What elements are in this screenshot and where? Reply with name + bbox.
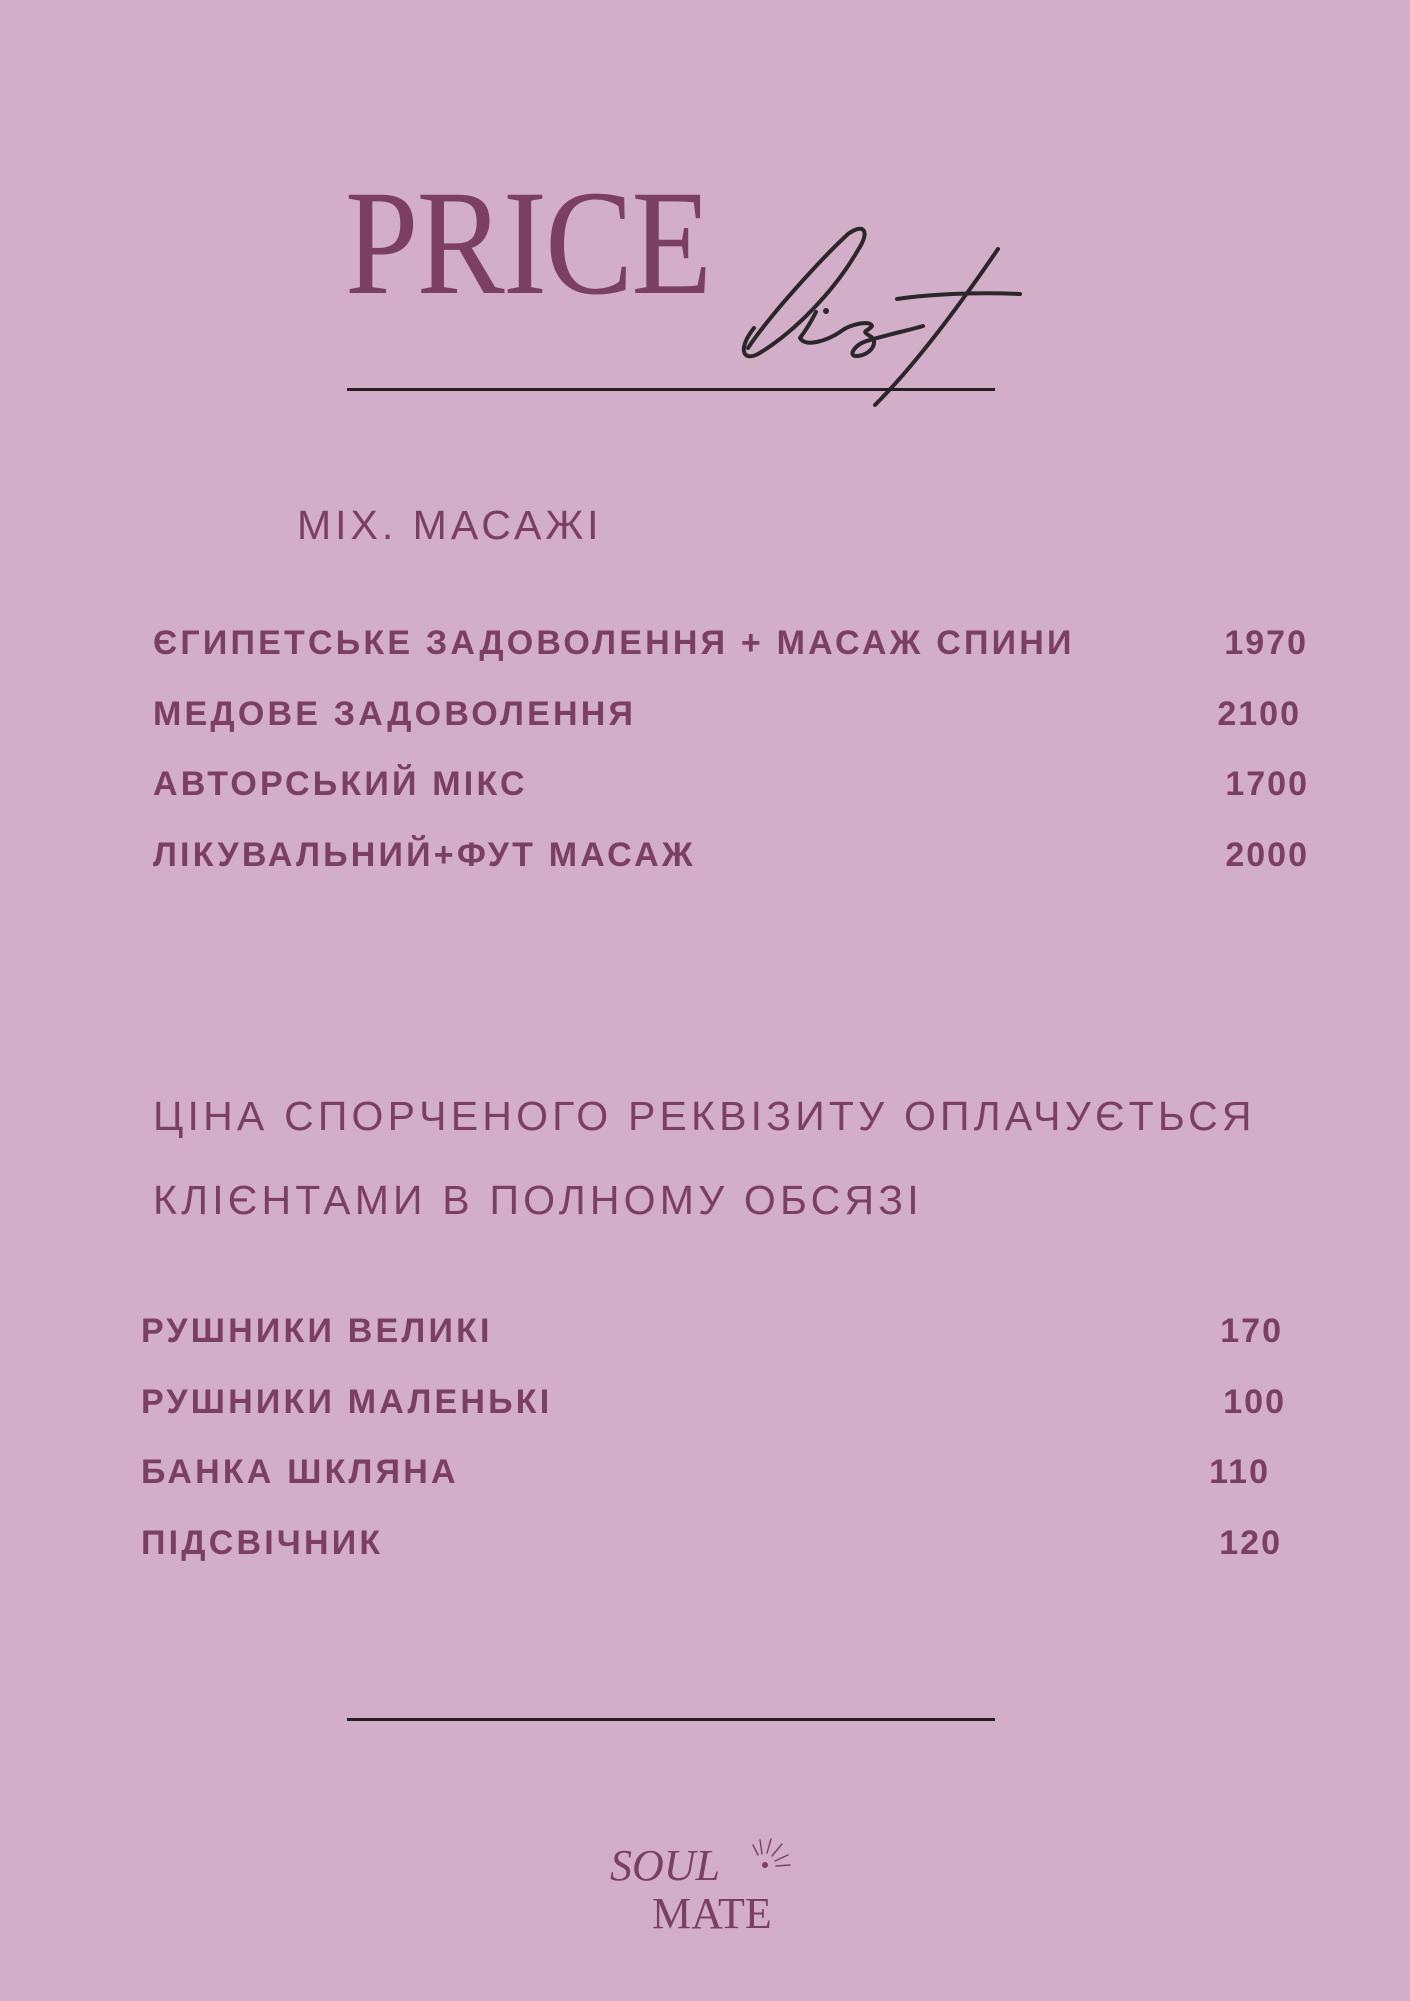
page-title: PRICE — [345, 160, 711, 326]
price-row — [153, 830, 1309, 901]
service-name: МЕДОВЕ ЗАДОВОЛЕННЯ — [153, 694, 637, 733]
logo-soul: SOUL — [610, 1841, 721, 1890]
service-price: 1970 — [1224, 624, 1308, 662]
logo-mate: MATE — [652, 1889, 772, 1938]
item-price: 170 — [1220, 1312, 1283, 1350]
sunburst-icon — [753, 1839, 790, 1868]
soulmate-logo — [590, 1828, 830, 1938]
service-price: 2100 — [1217, 694, 1301, 733]
section-heading-massages: MIX. МАСАЖІ — [297, 502, 603, 548]
footer-divider — [347, 1718, 995, 1721]
header-divider — [347, 388, 995, 391]
item-price: 110 — [1209, 1453, 1270, 1491]
item-name: БАНКА ШКЛЯНА — [141, 1453, 459, 1491]
notice-line-1: ЦІНА СПОРЧЕНОГО РЕКВІЗИТУ ОПЛАЧУЄТЬСЯ — [153, 1093, 1256, 1139]
massage-price-list — [153, 618, 1309, 900]
price-row — [153, 759, 1309, 830]
props-price-list — [141, 1306, 1286, 1588]
price-row — [153, 618, 1308, 689]
notice-line-2: КЛІЄНТАМИ В ПОЛНОМУ ОБСЯЗІ — [153, 1177, 923, 1223]
damage-notice — [153, 1074, 1353, 1242]
price-row — [153, 689, 1305, 760]
service-name: АВТОРСЬКИЙ МІКС — [153, 765, 528, 803]
item-name: РУШНИКИ МАЛЕНЬКІ — [141, 1382, 553, 1421]
item-name: ПІДСВІЧНИК — [141, 1523, 384, 1562]
service-price: 1700 — [1225, 765, 1309, 803]
item-name: РУШНИКИ ВЕЛИКІ — [141, 1312, 493, 1350]
price-row — [141, 1377, 1286, 1448]
service-price: 2000 — [1225, 835, 1309, 874]
service-name: ЄГИПЕТСЬКЕ ЗАДОВОЛЕННЯ + МАСАЖ СПИНИ — [153, 624, 1075, 662]
price-row — [141, 1447, 1286, 1518]
item-price: 120 — [1219, 1523, 1282, 1562]
service-name: ЛІКУВАЛЬНИЙ+ФУТ МАСАЖ — [153, 835, 696, 874]
item-price: 100 — [1223, 1382, 1286, 1421]
price-row — [141, 1306, 1286, 1377]
price-row — [141, 1518, 1286, 1589]
